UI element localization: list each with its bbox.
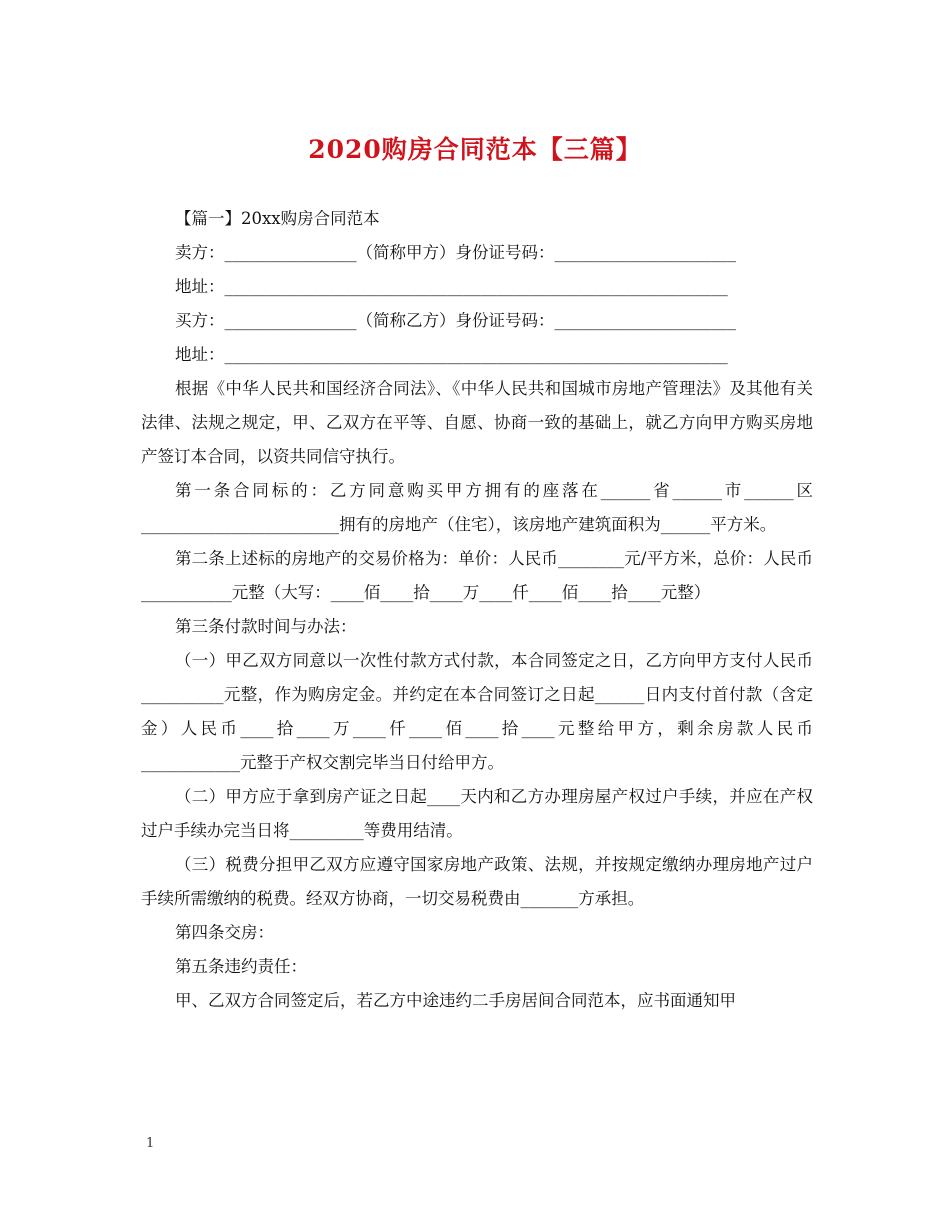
section-heading: 【篇一】20xx购房合同范本 [175,209,380,228]
article-2-paragraph: 第二条上述标的房地产的交易价格为：单价：人民币________元/平方米，总价：人民币___________元整（大写：____佰____拾____万____仟____佰____拾____元整） [141,549,813,602]
seller-address-line: 地址：_____________________________________________________________ [175,277,728,296]
article-5-heading: 第五条违约责任： [175,957,307,976]
article-3-heading: 第三条付款时间与办法： [175,617,357,636]
seller-line: 卖方：________________（简称甲方）身份证号码：______________________ [175,243,736,262]
article-5-paragraph: 甲、乙双方合同签定后，若乙方中途违约二手房居间合同范本，应书面通知甲 [175,991,736,1010]
article-3-item-1: （一）甲乙双方同意以一次性付款方式付款，本合同签定之日，乙方向甲方支付人民币__________元整，作为购房定金。并约定在本合同签订之日起______日内支付首付款（含定金）人民币____拾____万____仟____佰____拾____元整给甲方，剩余房款人民币____________元整于产权交割完毕当日付给甲方。 [141,651,813,772]
preamble-paragraph: 根据《中华人民共和国经济合同法》、《中华人民共和国城市房地产管理法》及其他有关法律、法规之规定，甲、乙双方在平等、自愿、协商一致的基础上，就乙方向甲方购买房地产签订本合同，以资共同信守执行。 [141,379,813,466]
article-4-heading: 第四条交房： [175,923,274,942]
document-title: 2020购房合同范本【三篇】 [308,135,642,164]
document-body [141,202,813,1018]
buyer-line: 买方：________________（简称乙方）身份证号码：______________________ [175,311,736,330]
article-3-item-3: （三）税费分担甲乙双方应遵守国家房地产政策、法规，并按规定缴纳办理房地产过户手续所需缴纳的税费。经双方协商，一切交易税费由_______方承担。 [141,855,813,908]
article-1-paragraph: 第一条合同标的：乙方同意购买甲方拥有的座落在______省______市______区________________________拥有的房地产（住宅），该房地产建筑面积为______平方米。 [141,481,813,534]
page-number: 1 [146,1136,155,1151]
buyer-address-line: 地址：_____________________________________________________________ [175,345,728,364]
article-3-item-2: （二）甲方应于拿到房产证之日起____天内和乙方办理房屋产权过户手续，并应在产权过户手续办完当日将_________等费用结清。 [141,787,813,840]
